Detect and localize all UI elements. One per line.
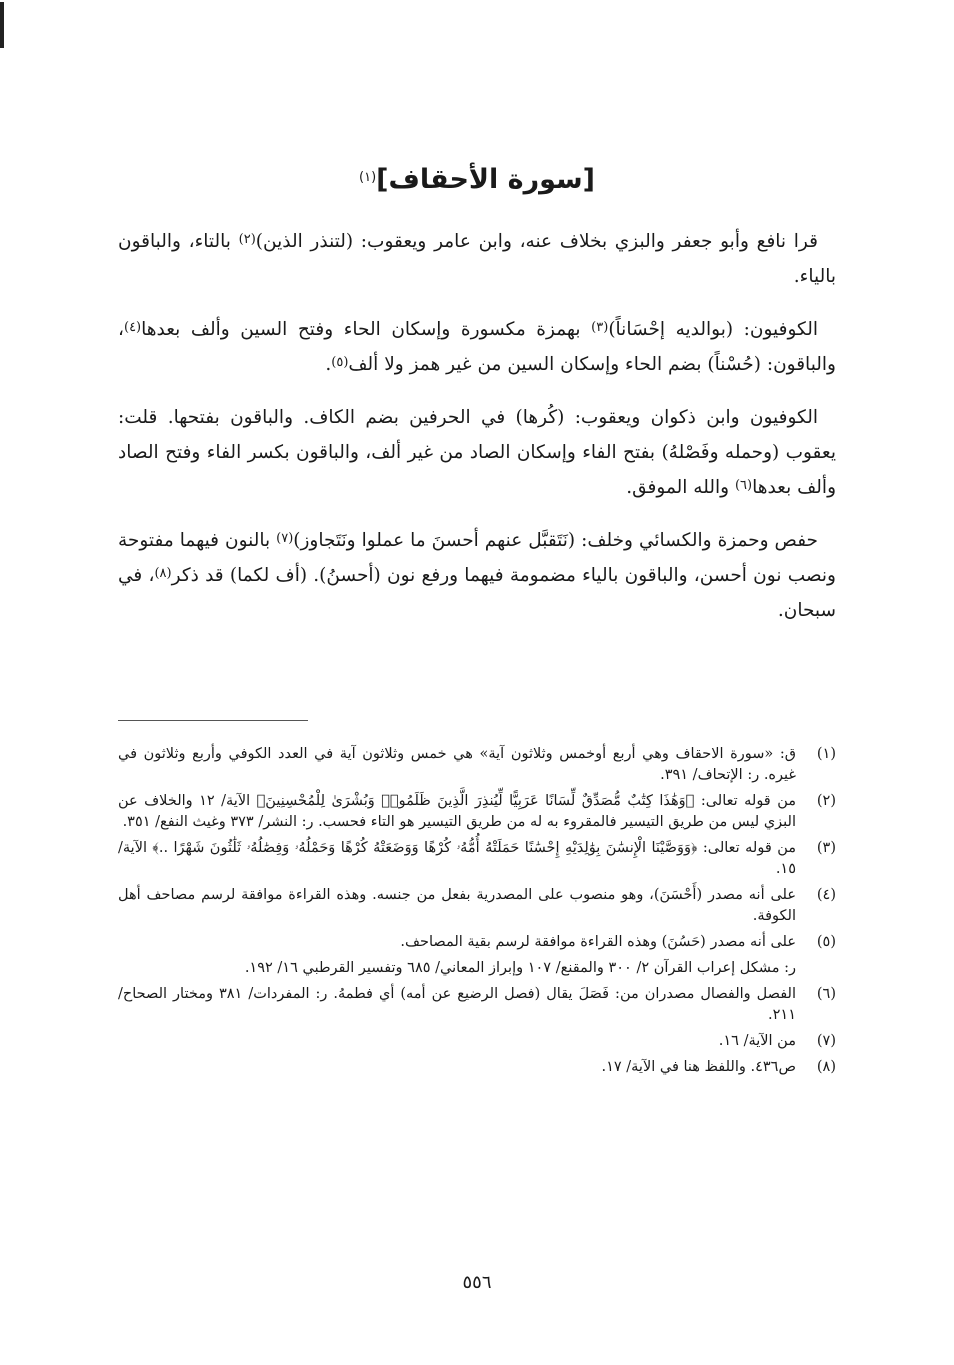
footnote-ref: (٧) [276,531,294,546]
paragraph-text: ، والباقون: (حُسْناً) بضم الحاء وإسكان السين من غير همز ولا ألف [118,319,836,375]
footnote-text: الفصل والفصال مصدران من: فَصَلَ يقال (فصل الرضيع عن أمه) أي فطمهُ. ر: المفردات/ ٣٨١ ومختار الصحاح/ ٢١١. [118,986,797,1023]
main-text [118,160,836,646]
footnote-ref: (٨) [154,566,172,581]
scan-edge-mark [0,2,4,48]
footnote-ref: (٤) [123,320,142,335]
paragraph-text: حفص وحمزة والكسائي وخلف: (نَتَقبَّل عنهم أحسنَ ما عملوا ونَتَجاوز) [293,530,818,551]
footnote-number: (٤) [816,887,836,903]
footnote-8 [118,1057,836,1078]
footnote-ref: (٦) [734,478,753,493]
paragraph-2 [118,312,836,382]
paragraph-text: بالنون فيهما مفتوحة ونصب نون أحسن، والباقون بالياء مضمومة فيهما ورفع نون (أحسنُ). (أف لكما) قد ذكر [118,530,836,586]
footnote-5 [118,932,836,953]
footnote-1 [118,744,836,786]
footnote-separator [118,720,308,721]
paragraph-text: بهمزة مكسورة وإسكان الحاء وفتح السين وألف بعدها [141,319,592,340]
footnote-number: (٧) [816,1033,836,1049]
footnote-text: من قوله تعالى: ﴿وَهَٰذَا كِتَٰبٌ مُّصَدِّقٌ لِّسَانًا عَرَبِيًّا لِّيُنذِرَ الَّذِينَ ظَلَمُوا۟ وَبُشْرَىٰ لِلْمُحْسِنِينَ﴾ الآية/ ١٢ والخلاف عن البزي ليس من طريق التيسير فالمقروء به له من طريق التيسير هو التاء فحسب. ر: النشر/ ٣٧٣ وغيث النفع/ ٣٥١. [118,793,797,830]
footnote-7 [118,1031,836,1052]
footnote-4 [118,885,836,927]
footnote-number: (١) [816,746,836,762]
surah-title [118,160,836,200]
footnote-3 [118,838,836,880]
paragraph-text: الكوفيون: (بوالديه إحْسَاناً) [608,319,819,340]
footnote-text: ق: «سورة الاحقاف وهي أربع أوخمس وثلاثون آية» هي خمس وثلاثون آية في العدد الكوفي وأربع وثلاثون في غيره. ر: الإتحاف/ ٣٩١. [118,746,796,783]
surah-title-text: [سورة الأحقاف] [376,164,595,195]
footnote-5-references: ر: مشكل إعراب القرآن ٢/ ٣٠٠ والمقنع/ ١٠٧ وإبراز المعاني/ ٦٨٥ وتفسير القرطبي ١٦/ ١٩٢. [244,960,796,976]
footnote-text: من قوله تعالى: ﴿وَوَصَّيْنَا الْإِنسَٰنَ بِوَٰلِدَيْهِ إِحْسَٰنًا حَمَلَتْهُ أُمُّهُۥ كُرْهًا وَوَضَعَتْهُ كُرْهًا وَحَمْلُهُۥ وَفِصَٰلُهُۥ ثَلَٰثُونَ شَهْرًا ..﴾ الآية/ ١٥. [118,840,796,877]
footnote-number: (٥) [816,934,836,950]
footnote-text: من الآية/ ١٦. [718,1033,796,1049]
paragraph-text: والله الموفق. [626,477,735,498]
footnote-number: (٢) [816,793,836,809]
footnote-ref: (٢) [238,232,256,247]
footnotes [118,744,836,1083]
paragraph-text: الكوفيون وابن ذكوان ويعقوب: (كُرها) في الحرفين بضم الكاف. والباقون بفتحها. قلت: يعقوب (وحمله وفَصْلهُ) بفتح الفاء وإسكان الصاد من غير ألف، والباقون بكسر الفاء وفتح الصاد وألف بعدها [118,407,836,498]
paragraph-text: ، في سبحان. [118,565,836,621]
footnote-2 [118,791,836,833]
footnote-ref: (٣) [591,320,609,335]
footnote-ref: (٥) [331,355,349,370]
footnote-number: (٣) [816,840,836,856]
footnote-number: (٨) [816,1059,836,1075]
footnote-text: ص٤٣٦. واللفظ هنا في الآية/ ١٧. [601,1059,796,1075]
paragraph-text: بالتاء، والباقون بالياء. [118,231,836,287]
paragraph-3 [118,400,836,505]
footnote-text: على أنه مصدر (حَسُنَ) وهذه القراءة موافقة لرسم بقية المصاحف. [400,934,796,950]
footnote-6 [118,984,836,1026]
footnote-number: (٦) [816,986,836,1002]
footnote-text: على أنه مصدر (أَحْسَنَ)، وهو منصوب على المصدرية بفعل من جنسه. وهذه القراءة موافقة لرسم مصاحف أهل الكوفة. [118,887,796,924]
paragraph-text: قرا نافع وأبو جعفر والبزي بخلاف عنه، وابن عامر ويعقوب: (لتنذر الذين) [255,231,818,252]
paragraph-4 [118,523,836,628]
paragraph-text: . [325,354,332,375]
paragraph-1 [118,224,836,294]
page-number: ٥٥٦ [462,1272,492,1293]
footnote-ref: (١) [359,170,377,185]
